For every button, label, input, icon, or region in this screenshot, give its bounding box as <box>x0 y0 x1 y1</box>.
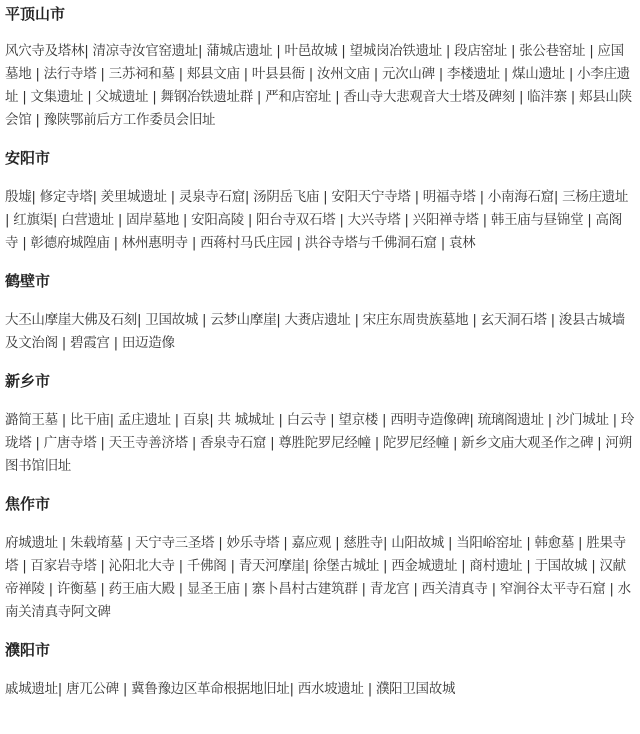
city-heading: 濮阳市 <box>5 641 51 659</box>
city-heading: 新乡市 <box>5 372 51 390</box>
heritage-site-list: 殷墟| 修定寺塔| 羑里城遗址 | 灵泉寺石窟| 汤阴岳飞庙 | 安阳天宁寺塔 | 明福寺塔 | 小南海石窟| 三杨庄遗址 | 红旗渠| 白营遗址 | 固岸墓地 | 安阳高陵 | 阳台寺双石塔 | 大兴寺塔 | 兴阳禅寺塔 | 韩王庙与昼锦堂 | 高阁寺 | 彰德府城隍庙 | 林州惠明寺 | 西蒋村马氏庄园 | 洪谷寺塔与千佛洞石窟 | 袁林 <box>5 189 629 251</box>
city-section-jiaozuo <box>5 494 635 624</box>
city-heading: 安阳市 <box>5 149 51 167</box>
heritage-site-list: 大丕山摩崖大佛及石刻| 卫国故城 | 云梦山摩崖| 大赉店遗址 | 宋庄东周贵族墓地 | 玄天洞石塔 | 浚县古城墙及文治阁 | 碧霞宫 | 田迈造像 <box>5 312 625 351</box>
city-section-xinxiang <box>5 371 635 478</box>
city-heading: 平顶山市 <box>5 5 66 23</box>
city-heading: 鹤壁市 <box>5 272 51 290</box>
heritage-site-list: 潞简王墓 | 比干庙| 孟庄遗址 | 百泉| 共 城城址 | 白云寺 | 望京楼 | 西明寺造像碑| 琉璃阁遗址 | 沙门城址 | 玲珑塔 | 广唐寺塔 | 天王寺善济塔 | 香泉寺石窟 | 尊胜陀罗尼经幢 | 陀罗尼经幢 | 新乡文庙大观圣作之碑 | 河朔图书馆旧址 <box>5 412 635 474</box>
city-section-pingdingshan <box>5 4 635 132</box>
city-heading: 焦作市 <box>5 495 51 513</box>
city-section-anyang <box>5 148 635 255</box>
heritage-site-list: 风穴寺及塔林| 清凉寺汝官窑遗址| 蒲城店遗址 | 叶邑故城 | 望城岗冶铁遗址 | 段店窑址 | 张公巷窑址 | 应国墓地 | 法行寺塔 | 三苏祠和墓 | 郏县文庙 | 叶县县衙 | 汝州文庙 | 元次山碑 | 李楼遗址 | 煤山遗址 | 小李庄遗址 | 文集遗址 | 父城遗址 | 舞钢冶铁遗址群 | 严和店窑址 | 香山寺大悲观音大士塔及碑刻 | 临沣寨 | 郏县山陕会馆 | 豫陕鄂前后方工作委员会旧址 <box>5 43 632 128</box>
heritage-site-list: 戚城遗址| 唐兀公碑 | 冀鲁豫边区革命根据地旧址| 西水坡遗址 | 濮阳卫国故城 <box>5 681 456 697</box>
city-section-hebi <box>5 271 635 355</box>
heritage-site-list: 府城遗址 | 朱载堉墓 | 天宁寺三圣塔 | 妙乐寺塔 | 嘉应观 | 慈胜寺| 山阳故城 | 当阳峪窑址 | 韩愈墓 | 胜果寺塔 | 百家岩寺塔 | 沁阳北大寺 | 千佛阁 | 青天河摩崖| 徐堡古城址 | 西金城遗址 | 商村遗址 | 于国故城 | 汉献帝禅陵 | 许衡墓 | 药王庙大殿 | 显圣王庙 | 寨卜昌村古建筑群 | 青龙宫 | 西关清真寺 | 窄涧谷太平寺石窟 | 水南关清真寺阿文碑 <box>5 535 631 620</box>
city-section-puyang <box>5 640 635 701</box>
article-content <box>0 4 640 734</box>
